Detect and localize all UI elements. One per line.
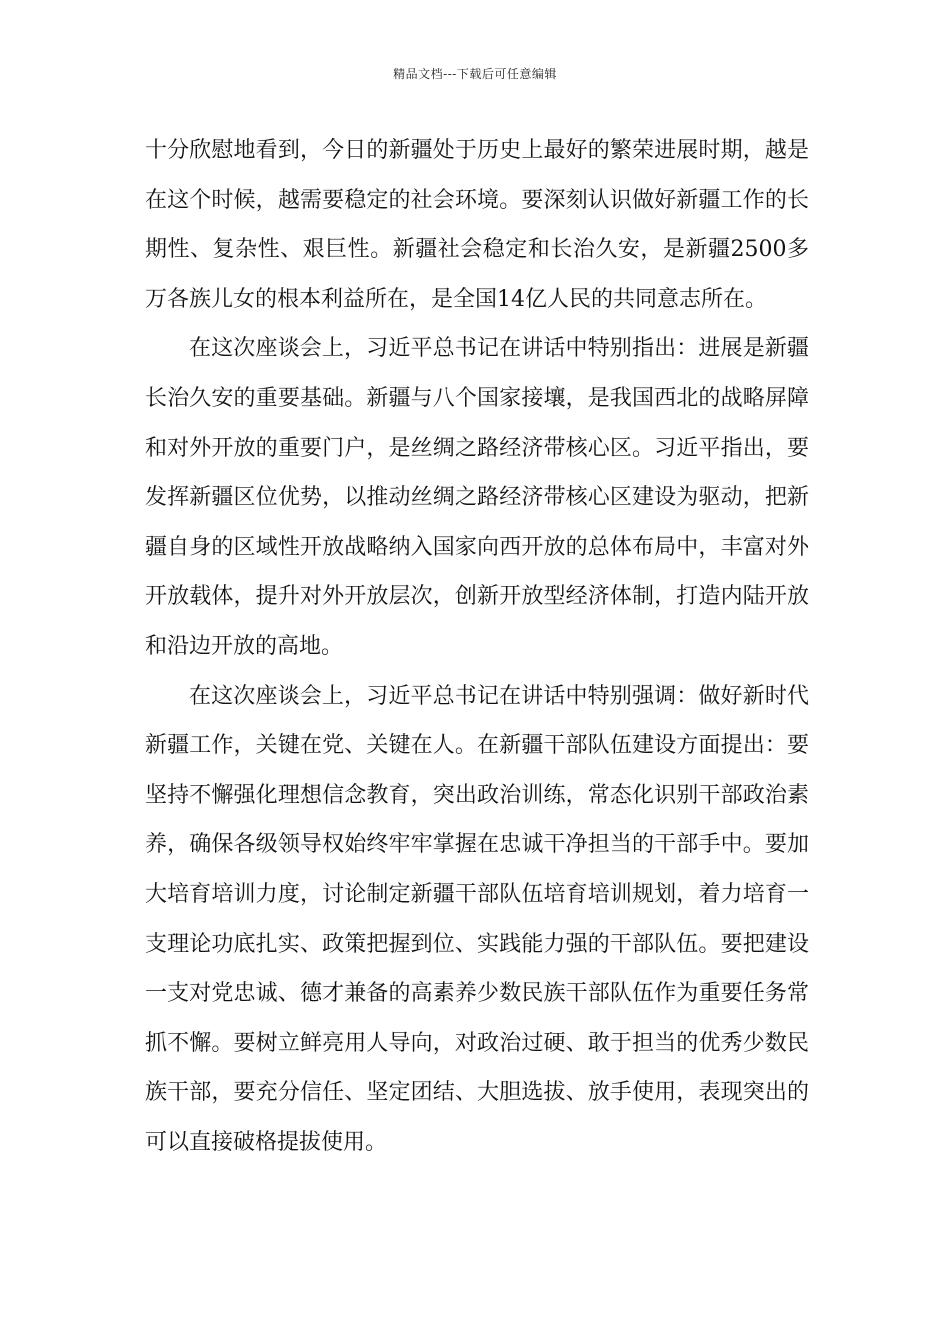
paragraph-2: 在这次座谈会上，习近平总书记在讲话中特别指出：进展是新疆长治久安的重要基础。新疆与八个国家接壤，是我国西北的战略屏障和对外开放的重要门户，是丝绸之路经济带核心区。习近平指出，要发挥新疆区位优势，以推动丝绸之路经济带核心区建设为驱动，把新疆自身的区域性开放战略纳入国家向西开放的总体布局中，丰富对外开放载体，提升对外开放层次，创新开放型经济体制，打造内陆开放和沿边开放的高地。 — [145, 336, 809, 659]
document-body — [145, 126, 809, 1167]
paragraph-1: 十分欣慰地看到，今日的新疆处于历史上最好的繁荣进展时期，越是在这个时候，越需要稳定的社会环境。要深刻认识做好新疆工作的长期性、复杂性、艰巨性。新疆社会稳定和长治久安，是新疆2500多万各族儿女的根本利益所在，是全国14亿人民的共同意志所在。 — [145, 138, 809, 312]
page-header: 精品文档---下载后可任意编辑 — [393, 67, 557, 81]
paragraph-3: 在这次座谈会上，习近平总书记在讲话中特别强调：做好新时代新疆工作，关键在党、关键在人。在新疆干部队伍建设方面提出：要坚持不懈强化理想信念教育，突出政治训练，常态化识别干部政治素养，确保各级领导权始终牢牢掌握在忠诚干净担当的干部手中。要加大培育培训力度，讨论制定新疆干部队伍培育培训规划，着力培育一支理论功底扎实、政策把握到位、实践能力强的干部队伍。要把建设一支对党忠诚、德才兼备的高素养少数民族干部队伍作为重要任务常抓不懈。要树立鲜亮用人导向，对政治过硬、敢于担当的优秀少数民族干部，要充分信任、坚定团结、大胆选拔、放手使用，表现突出的可以直接破格提拔使用。 — [145, 683, 809, 1155]
